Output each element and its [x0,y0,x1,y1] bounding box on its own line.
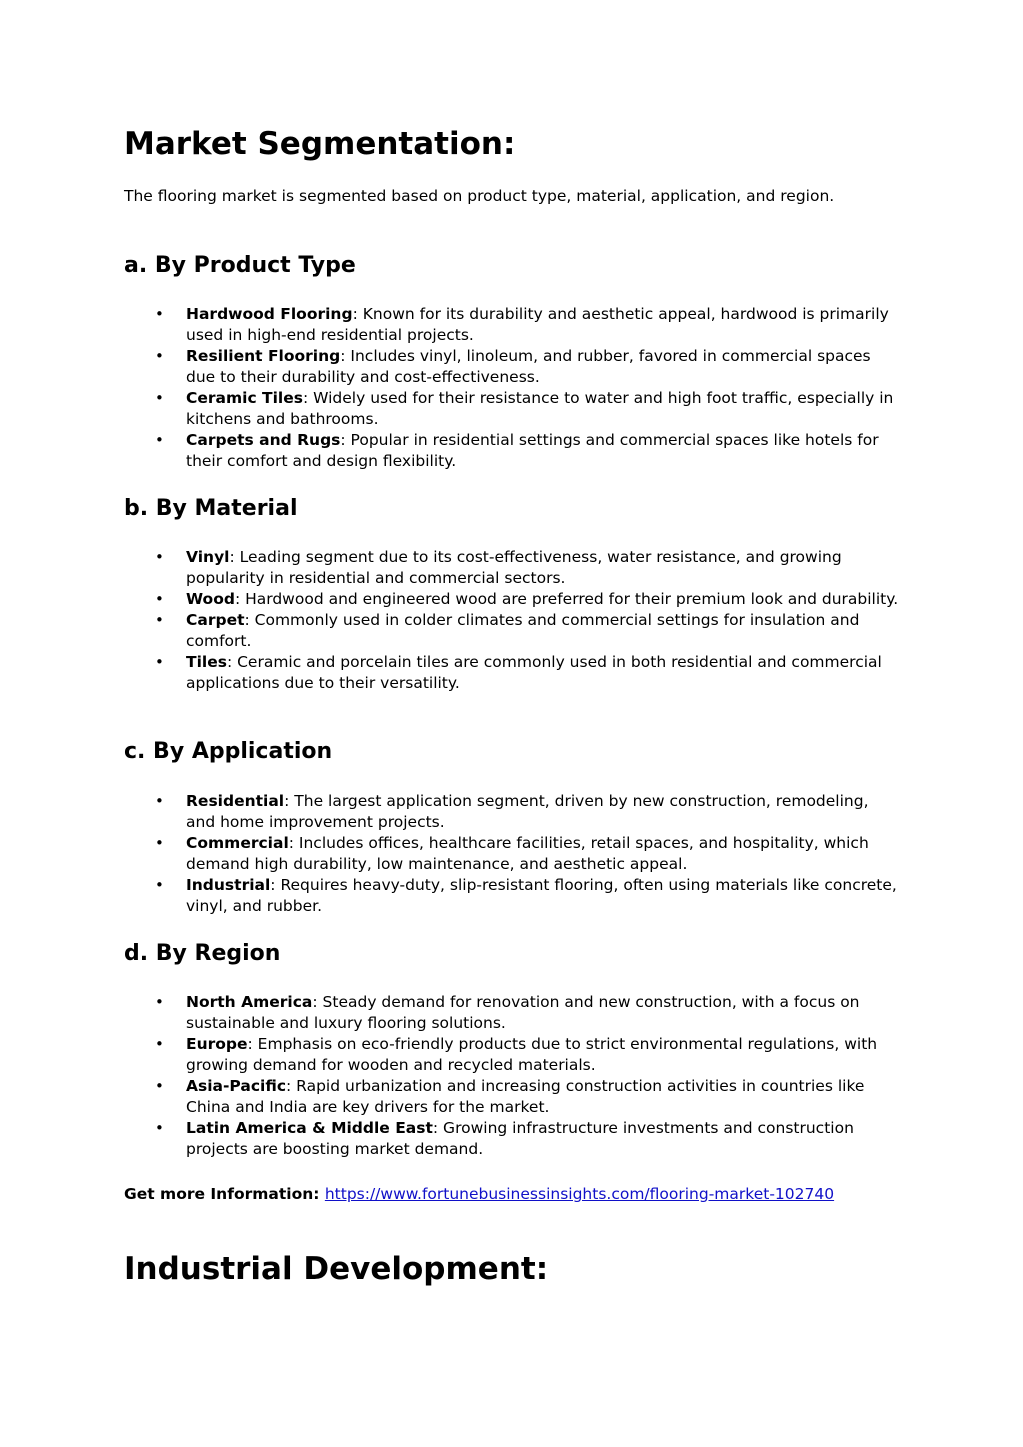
item-term: Carpet [186,611,245,629]
item-term: Vinyl [186,548,230,566]
item-term: Wood [186,590,235,608]
item-term: Tiles [186,653,227,671]
list-item [186,589,899,610]
item-text: : Widely used for their resistance to water and high foot traffic, especially in kitchens and bathrooms. [186,389,894,428]
more-info-link[interactable]: https://www.fortunebusinessinsights.com/flooring-market-102740 [324,1185,835,1203]
list-item [186,388,899,430]
item-term: Industrial [186,876,271,894]
item-text: : Popular in residential settings and commercial spaces like hotels for their comfort and design flexibility. [186,431,879,470]
item-text: : Leading segment due to its cost-effectiveness, water resistance, and growing popularity in residential and commercial sectors. [186,548,842,587]
page-title: Market Segmentation: [124,126,516,162]
more-info-paragraph [124,1184,869,1205]
product-type-list [124,304,899,472]
list-item [186,547,899,589]
item-text: : Known for its durability and aesthetic appeal, hardwood is primarily used in high-end residential projects. [186,305,889,344]
item-term: Residential [186,792,285,810]
more-info-label: Get more Information: [124,1185,325,1203]
region-list [124,992,899,1160]
list-item [186,1118,899,1160]
list-item [186,304,899,346]
item-term: Ceramic Tiles [186,389,303,407]
item-text: : Ceramic and porcelain tiles are commonly used in both residential and commercial applications due to their versatility. [186,653,882,692]
item-text: : Emphasis on eco-friendly products due to strict environmental regulations, with growing demand for wooden and recycled materials. [186,1035,878,1074]
item-term: Europe [186,1035,248,1053]
item-text: : Includes offices, healthcare facilities, retail spaces, and hospitality, which demand high durability, low maintenance, and aesthetic appeal. [186,834,869,873]
list-item [186,652,899,694]
item-term: Carpets and Rugs [186,431,341,449]
intro-paragraph: The flooring market is segmented based on product type, material, application, and region. [124,187,835,205]
item-text: : Requires heavy-duty, slip-resistant flooring, often using materials like concrete, vinyl, and rubber. [186,876,897,915]
next-section-title: Industrial Development: [124,1251,549,1287]
list-item [186,1034,899,1076]
list-item [186,833,899,875]
section-heading-material: b. By Material [124,496,298,521]
item-text: : The largest application segment, driven by new construction, remodeling, and home improvement projects. [186,792,869,831]
section-heading-region: d. By Region [124,941,281,966]
item-term: North America [186,993,313,1011]
item-term: Latin America & Middle East [186,1119,433,1137]
item-text: : Growing infrastructure investments and construction projects are boosting market demand. [186,1119,854,1158]
item-text: : Hardwood and engineered wood are preferred for their premium look and durability. [234,590,899,608]
item-term: Commercial [186,834,289,852]
item-term: Hardwood Flooring [186,305,353,323]
item-text: : Rapid urbanization and increasing construction activities in countries like China and India are key drivers for the market. [186,1077,865,1116]
list-item [186,346,899,388]
item-text: : Includes vinyl, linoleum, and rubber, favored in commercial spaces due to their durability and cost-effectiveness. [186,347,871,386]
list-item [186,875,899,917]
section-heading-product-type: a. By Product Type [124,253,356,278]
item-text: : Commonly used in colder climates and commercial settings for insulation and comfort. [186,611,860,650]
material-list [124,547,899,694]
item-term: Asia-Pacific [186,1077,287,1095]
section-heading-application: c. By Application [124,739,333,764]
list-item [186,430,899,472]
list-item [186,1076,899,1118]
item-term: Resilient Flooring [186,347,341,365]
item-text: : Steady demand for renovation and new construction, with a focus on sustainable and luxury flooring solutions. [186,993,860,1032]
list-item [186,791,899,833]
list-item [186,992,899,1034]
application-list [124,791,899,917]
list-item [186,610,899,652]
